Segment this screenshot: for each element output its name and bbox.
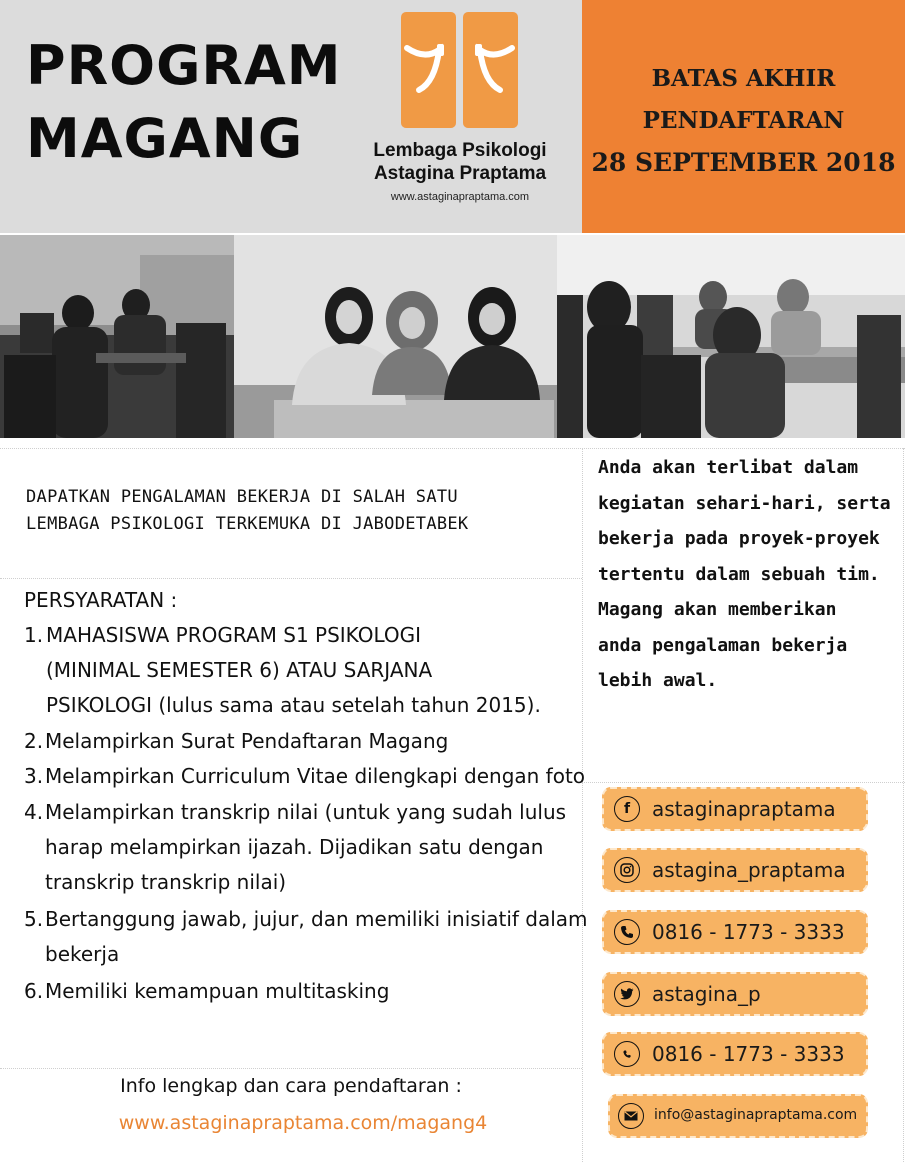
facebook-handle: astaginapraptama [652, 797, 836, 821]
deadline-label-line1: BATAS AKHIR [651, 65, 836, 92]
deadline-label-line2: PENDAFTARAN [642, 107, 845, 134]
tagline-line1: DAPATKAN PENGALAMAN BEKERJA DI SALAH SATU [26, 487, 458, 507]
requirement-item [24, 974, 389, 1009]
description-line: bekerja pada proyek-proyek [598, 528, 880, 549]
phone-link[interactable] [602, 910, 868, 954]
organization-logo [397, 10, 523, 130]
divider [0, 448, 905, 449]
requirement-text: Bertanggung jawab, jujur, dan memiliki inisiatif dalam [45, 907, 588, 931]
twitter-icon [614, 981, 640, 1007]
requirement-text: PSIKOLOGI (lulus sama atau setelah tahun 2015). [46, 693, 541, 717]
email-address: info@astaginapraptama.com [654, 1107, 858, 1123]
requirement-text: Melampirkan Curriculum Vitae dilengkapi dengan foto [45, 764, 586, 788]
requirement-number: 2. [24, 729, 44, 753]
requirement-text: (MINIMAL SEMESTER 6) ATAU SARJANA [46, 658, 433, 682]
requirement-number: 3. [24, 764, 44, 788]
tagline [26, 484, 468, 538]
whatsapp-icon [614, 1041, 640, 1067]
divider [582, 782, 905, 783]
deadline-date: 28 SEPTEMBER 2018 [591, 148, 896, 177]
phone-icon [614, 919, 640, 945]
whatsapp-link[interactable] [602, 1032, 868, 1076]
photo-group [234, 235, 557, 438]
requirement-item [24, 724, 448, 759]
instagram-link[interactable] [602, 848, 868, 892]
registration-link[interactable]: www.astaginapraptama.com/magang4 [118, 1112, 488, 1134]
divider [582, 448, 583, 1162]
tagline-line2: LEMBAGA PSIKOLOGI TERKEMUKA DI JABODETABEK [26, 514, 469, 534]
description-line: tertentu dalam sebuah tim. [598, 563, 880, 585]
phone-number: 0816 - 1773 - 3333 [652, 920, 845, 944]
description-line: kegiatan sehari-hari, serta [598, 492, 891, 514]
email-icon [618, 1103, 644, 1129]
email-link[interactable] [608, 1094, 868, 1138]
divider [903, 448, 904, 1162]
requirement-number: 6. [24, 979, 44, 1003]
requirement-number: 5. [24, 907, 44, 931]
requirement-item [24, 795, 566, 900]
requirement-item [24, 618, 541, 723]
requirement-text: bekerja [45, 942, 120, 966]
organization-name-line1: Lembaga Psikologi [373, 140, 547, 161]
photo-interview [0, 235, 234, 438]
program-description [598, 450, 898, 699]
requirement-text: Melampirkan Surat Pendaftaran Magang [45, 729, 449, 753]
instagram-icon [614, 857, 640, 883]
divider [0, 1068, 582, 1069]
footer-info: Info lengkap dan cara pendaftaran : [120, 1075, 462, 1097]
description-line: Magang akan memberikan [598, 599, 837, 620]
twitter-link[interactable] [602, 972, 868, 1016]
facebook-link[interactable] [602, 787, 868, 831]
instagram-handle: astagina_praptama [652, 858, 846, 882]
requirement-text: harap melampirkan ijazah. Dijadikan satu dengan [45, 835, 544, 859]
requirement-text: transkrip transkrip nilai) [45, 870, 287, 894]
requirements-heading: PERSYARATAN : [24, 588, 178, 612]
requirement-number: 1. [24, 623, 44, 647]
requirement-item [24, 759, 585, 794]
page-title-line2: MAGANG [26, 107, 304, 170]
description-line: anda pengalaman bekerja [598, 634, 848, 656]
description-line: lebih awal. [598, 670, 718, 691]
organization-website: www.astaginapraptama.com [390, 191, 530, 203]
requirement-number: 4. [24, 800, 44, 824]
organization-name-line2: Astagina Praptama [373, 163, 547, 184]
requirement-item [24, 902, 588, 972]
facebook-icon: f [614, 796, 640, 822]
description-line: Anda akan terlibat dalam [598, 457, 859, 478]
page-title-line1: PROGRAM [26, 34, 342, 97]
twitter-handle: astagina_p [652, 982, 761, 1006]
requirement-text: Memiliki kemampuan multitasking [45, 979, 390, 1003]
photo-meeting [557, 235, 905, 438]
requirement-text: MAHASISWA PROGRAM S1 PSIKOLOGI [46, 623, 422, 647]
divider [0, 578, 582, 579]
whatsapp-number: 0816 - 1773 - 3333 [652, 1042, 845, 1066]
requirement-text: Melampirkan transkrip nilai (untuk yang sudah lulus [45, 800, 567, 824]
